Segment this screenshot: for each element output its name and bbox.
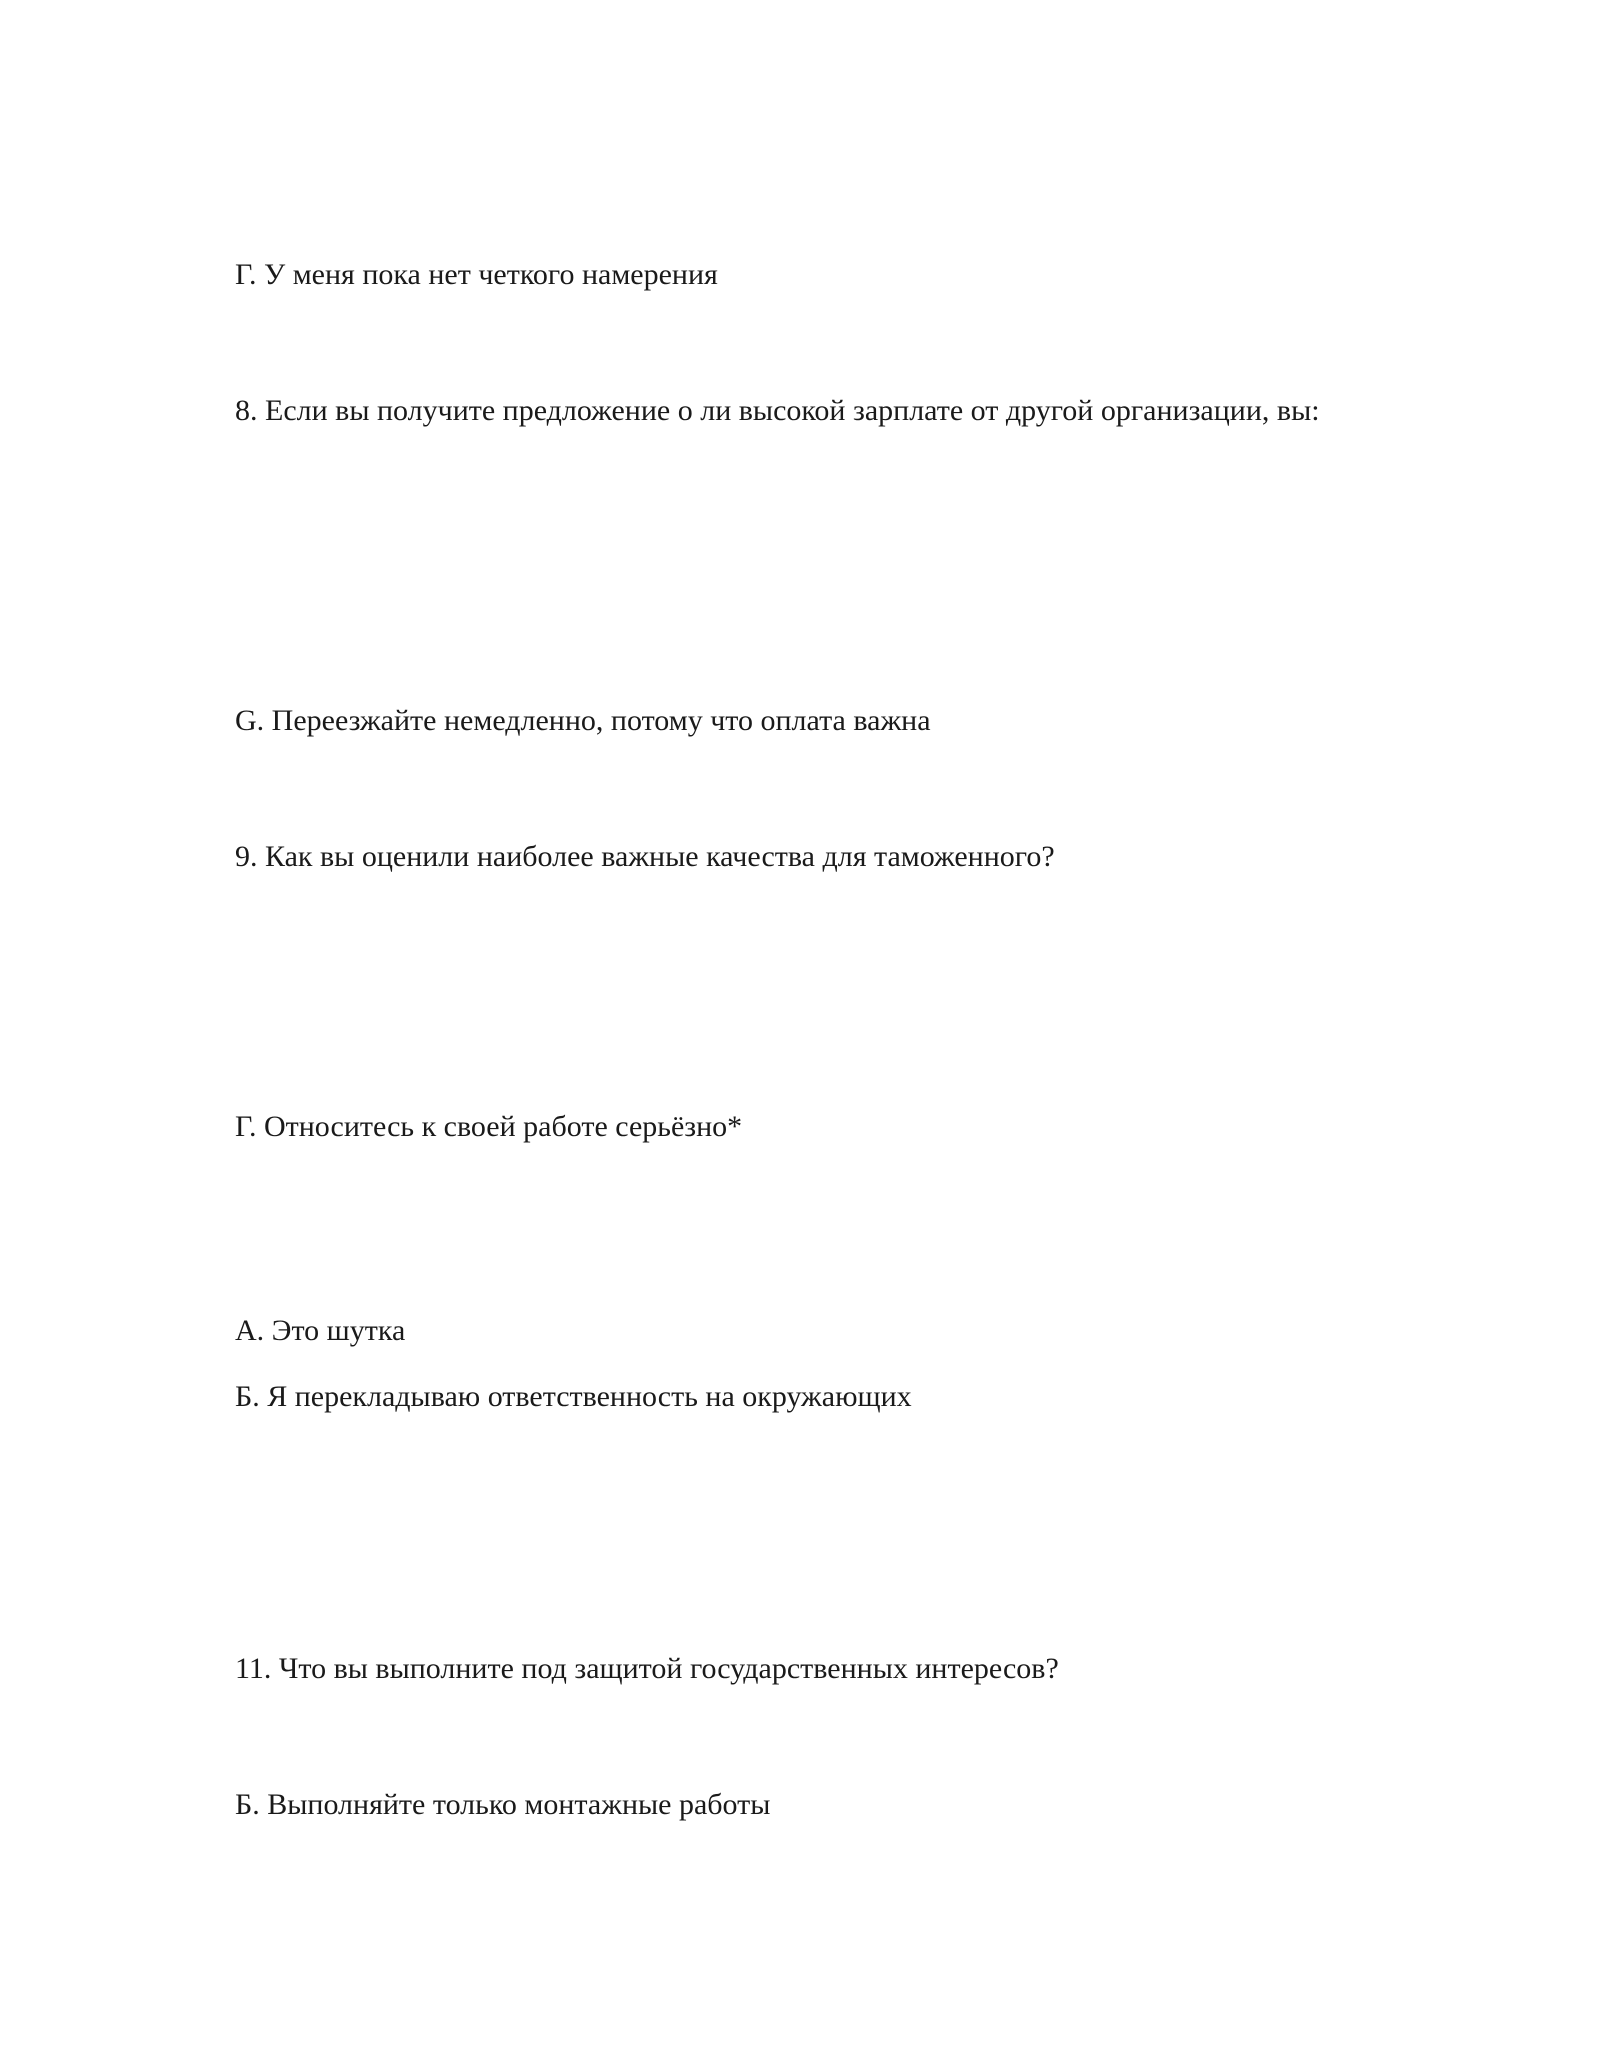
question-9: 9. Как вы оценили наиболее важные качества для таможенного?: [235, 840, 1055, 873]
answer-option-a: А. Это шутка: [235, 1314, 406, 1347]
question-8: 8. Если вы получите предложение о ли высокой зарплате от другой организации, вы:: [235, 394, 1320, 427]
answer-option-g-latin: G. Переезжайте немедленно, потому что оплата важна: [235, 704, 931, 737]
answer-option-b-assembly: Б. Выполняйте только монтажные работы: [235, 1788, 771, 1821]
answer-option-b: Б. Я перекладываю ответственность на окружающих: [235, 1380, 912, 1413]
question-11: 11. Что вы выполните под защитой государственных интересов?: [235, 1652, 1059, 1685]
answer-option-g-serious: Г. Относитесь к своей работе серьёзно*: [235, 1110, 743, 1143]
answer-option-g: Г. У меня пока нет четкого намерения: [235, 258, 718, 291]
